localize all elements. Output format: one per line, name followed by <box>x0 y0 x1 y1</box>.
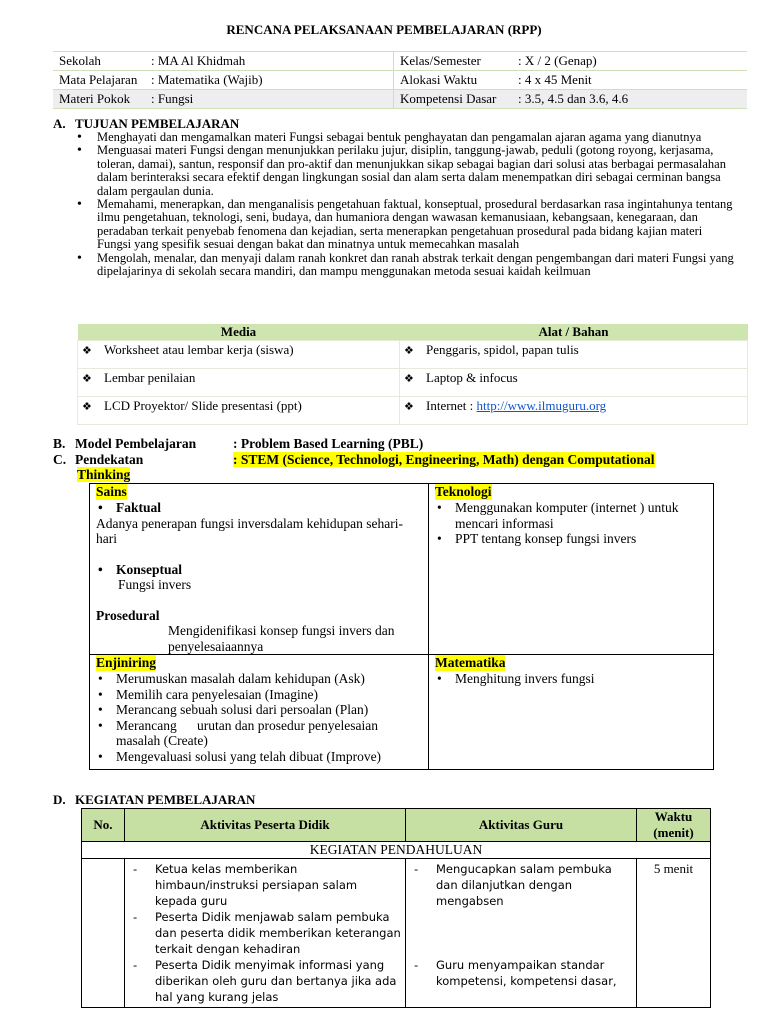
list-item: • Mengevaluasi solusi yang telah dibuat (Improve) <box>96 749 422 765</box>
col-header-no: No. <box>82 809 125 842</box>
identity-key: Mata Pelajaran <box>53 71 145 90</box>
diamond-bullet-icon: ❖ <box>404 401 414 413</box>
diamond-bullet-icon: ❖ <box>82 345 92 357</box>
list-item: - Mengucapkan salam pembuka dan dilanjutkan dengan mengabsen <box>410 861 632 909</box>
identity-value: : 4 x 45 Menit <box>512 71 747 90</box>
identity-row <box>53 90 747 109</box>
identity-table <box>53 51 747 109</box>
pendekatan: C. Pendekatan : STEM (Science, Technologi, Engineering, Math) dengan Computational <box>53 452 655 467</box>
faktual-title: • Faktual <box>96 500 422 516</box>
diamond-bullet-icon: ❖ <box>404 373 414 385</box>
diamond-bullet-icon: ❖ <box>82 373 92 385</box>
konseptual-title: • Konseptual <box>96 562 422 578</box>
list-item: - Peserta Didik menyimak informasi yang diberikan oleh guru dan bertanya jika ada hal yang kurang jelas <box>129 957 401 1005</box>
alat-header: Alat / Bahan <box>400 324 748 341</box>
identity-value: : Fungsi <box>145 90 394 109</box>
list-item: • Merancang sebuah solusi dari persoalan (Plan) <box>96 702 422 718</box>
col-header-waktu: Waktu (menit) <box>637 809 711 842</box>
model-pembelajaran: B. Model Pembelajaran : Problem Based Learning (PBL) <box>53 436 424 451</box>
diamond-bullet-icon: ❖ <box>404 345 414 357</box>
list-item: • Menguasai materi Fungsi dengan menunjukkan perilaku jujur, disiplin, tanggung-jawab, peduli (gotong royong, kerjasama, toleran, damai), santun, responsif dan pro-aktif dan menunjukkan sikap sebagai bagian dari solusi atas berbagai permasalahan dalam berinteraksi secara efektif dengan lingkungan sosial dan alam serta dalam menempatkan diri sebagai cerminan bangsa dalam pergaulan dunia. <box>77 144 737 198</box>
list-item: - Guru menyampaikan standar kompetensi, kompetensi dasar, <box>410 957 632 989</box>
list-item: • PPT tentang konsep fungsi invers <box>435 531 707 547</box>
diamond-bullet-icon: ❖ <box>82 401 92 413</box>
list-item: • Mengolah, menalar, dan menyaji dalam ranah konkret dan ranah abstrak terkait dengan pengembangan dari materi Fungsi yang dipelajarinya di sekolah secara mandiri, dan mampu menggunakan metoda sesuai kaidah keilmuan <box>77 252 737 279</box>
sains-label: Sains <box>96 484 127 499</box>
col-header-guru: Aktivitas Guru <box>406 809 637 842</box>
enjiniring-label: Enjiniring <box>96 655 157 670</box>
identity-value: : Matematika (Wajib) <box>145 71 394 90</box>
stem-teknologi-cell <box>429 484 714 655</box>
identity-value: : 3.5, 4.5 dan 3.6, 4.6 <box>512 90 747 109</box>
waktu-cell: 5 menit <box>637 859 711 1008</box>
identity-value: : MA Al Khidmah <box>145 52 394 71</box>
siswa-cell <box>125 859 406 1008</box>
table-row: ❖ LCD Proyektor/ Slide presentasi (ppt) ❖ Internet : http://www.ilmuguru.org <box>78 397 748 425</box>
media-header: Media <box>78 324 400 341</box>
guru-cell <box>406 859 637 1008</box>
list-item: • Menghayati dan mengamalkan materi Fungsi sebagai bentuk penghayatan dan pengamalan ajaran agama yang dianutnya <box>77 131 737 144</box>
list-item: • Merumuskan masalah dalam kehidupan (Ask) <box>96 671 422 687</box>
list-item: • Merancang urutan dan prosedur penyelesaian masalah (Create) <box>96 718 422 749</box>
prosedural-title: Prosedural <box>96 607 160 623</box>
identity-row <box>53 71 747 90</box>
table-row <box>82 859 711 1008</box>
kegiatan-subheader: KEGIATAN PENDAHULUAN <box>82 842 711 859</box>
pendekatan-continued: Thinking <box>77 467 131 482</box>
document-title: RENCANA PELAKSANAAN PEMBELAJARAN (RPP) <box>226 22 542 37</box>
table-row: ❖ Lembar penilaian ❖ Laptop & infocus <box>78 369 748 397</box>
section-d-heading: D. KEGIATAN PEMBELAJARAN <box>53 792 256 807</box>
no-cell <box>82 859 125 1008</box>
identity-key: Kompetensi Dasar <box>394 90 513 109</box>
identity-row <box>53 52 747 71</box>
list-item: • Memilih cara penyelesaian (Imagine) <box>96 687 422 703</box>
identity-key: Sekolah <box>53 52 145 71</box>
prosedural-text: Mengidenifikasi konsep fungsi invers dan penyelesaiaannya <box>168 623 395 654</box>
kegiatan-table <box>81 808 711 1008</box>
media-table <box>77 324 748 425</box>
stem-matematika-cell <box>429 655 714 770</box>
internet-link[interactable]: http://www.ilmuguru.org <box>476 398 607 413</box>
tujuan-list <box>77 131 737 278</box>
stem-grid <box>89 483 714 770</box>
identity-key: Alokasi Waktu <box>394 71 513 90</box>
stem-sains-cell <box>90 484 429 655</box>
identity-key: Kelas/Semester <box>394 52 513 71</box>
teknologi-label: Teknologi <box>435 484 492 499</box>
identity-value: : X / 2 (Genap) <box>512 52 747 71</box>
stem-enjiniring-cell <box>90 655 429 770</box>
matematika-label: Matematika <box>435 655 506 670</box>
table-row: ❖ Worksheet atau lembar kerja (siswa) ❖ Penggaris, spidol, papan tulis <box>78 341 748 369</box>
faktual-text: Adanya penerapan fungsi inversdalam kehidupan sehari-hari <box>96 515 404 546</box>
list-item: - Ketua kelas memberikan himbaun/instruksi persiapan salam kepada guru <box>129 861 401 909</box>
section-a-heading: A. TUJUAN PEMBELAJARAN <box>53 116 240 131</box>
list-item: • Memahami, menerapkan, dan menganalisis pengetahuan faktual, konseptual, prosedural berdasarkan rasa ingintahunya tentang ilmu pengetahuan, teknologi, seni, budaya, dan humaniora dengan wawasan kemanusiaan, kebangsaan, kenegaraan, dan peradaban terkait penyebab fenomena dan kejadian, serta menerapkan pengetahuan prosedural pada bidang kajian materi Fungsi yang spesifik sesuai dengan bakat dan minatnya untuk memecahkan masalah <box>77 198 737 252</box>
list-item: • Menggunakan komputer (internet ) untuk mencari informasi <box>435 500 707 531</box>
list-item: • Menghitung invers fungsi <box>435 671 707 687</box>
identity-key: Materi Pokok <box>53 90 145 109</box>
col-header-siswa: Aktivitas Peserta Didik <box>125 809 406 842</box>
list-item: - Peserta Didik menjawab salam pembuka dan peserta didik memberikan keterangan terkait dengan kehadiran <box>129 909 401 957</box>
konseptual-text: Fungsi invers <box>118 577 192 592</box>
